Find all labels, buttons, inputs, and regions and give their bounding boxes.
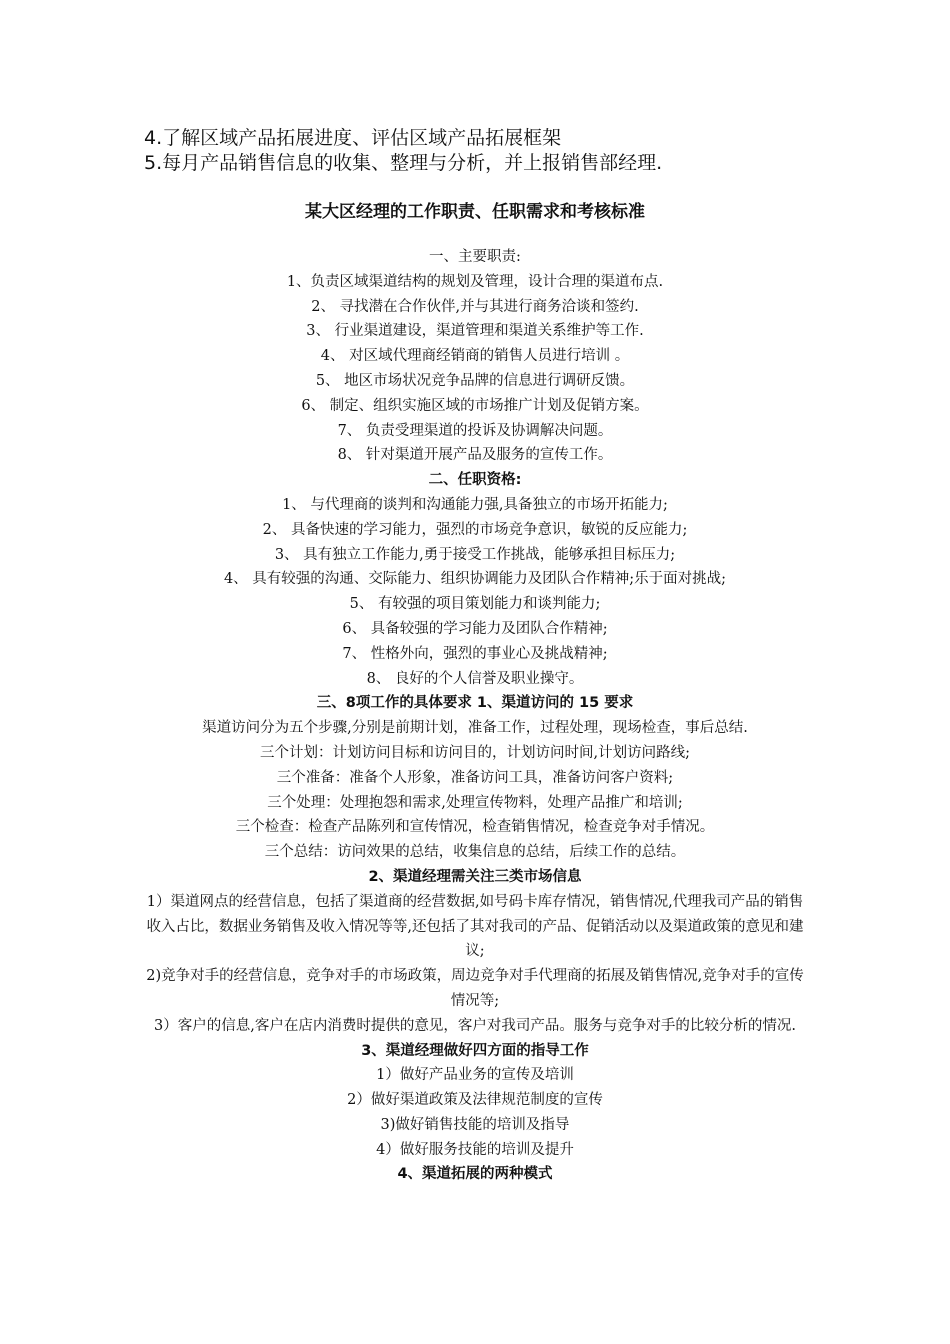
responsibility-item: 3、 行业渠道建设，渠道管理和渠道关系维护等工作. xyxy=(306,323,644,340)
guidance-item: 1）做好产品业务的宣传及培训 xyxy=(376,1067,574,1084)
responsibility-item: 2、 寻找潜在合作伙伴,并与其进行商务洽谈和签约. xyxy=(311,298,639,315)
market-info-paragraph: 3）客户的信息,客户在店内消费时提供的意见，客户对我司产品。服务与竞争对手的比较分析的情况. xyxy=(154,1017,796,1034)
requirement-line: 三个总结：访问效果的总结，收集信息的总结，后续工作的总结。 xyxy=(264,844,686,861)
requirement-line: 三个检查：检查产品陈列和宣传情况，检查销售情况，检查竞争对手情况。 xyxy=(235,819,715,836)
intro-line-4: 4.了解区域产品拓展进度、评估区域产品拓展框架 xyxy=(144,127,562,149)
document-body xyxy=(140,245,810,1187)
market-info-section xyxy=(140,865,810,1039)
responsibility-item: 8、 针对渠道开展产品及服务的宣传工作。 xyxy=(337,447,613,464)
requirement-line: 三个处理：处理抱怨和需求,处理宣传物料，处理产品推广和培训; xyxy=(267,794,683,811)
responsibilities-heading: 一、主要职责: xyxy=(429,249,521,265)
qualification-item: 1、 与代理商的谈判和沟通能力强,具备独立的市场开拓能力; xyxy=(282,496,668,513)
responsibility-item: 1、负责区域渠道结构的规划及管理，设计合理的渠道布点. xyxy=(286,273,664,290)
requirement-line: 三个计划：计划访问目标和访问目的，计划访问时间,计划访问路线; xyxy=(260,744,690,761)
responsibility-item: 6、 制定、组织实施区域的市场推广计划及促销方案。 xyxy=(301,397,649,414)
guidance-item: 3)做好销售技能的培训及指导 xyxy=(380,1116,570,1133)
qualification-item: 8、 良好的个人信誉及职业操守。 xyxy=(366,670,584,687)
responsibility-item: 5、 地区市场状况竞争品牌的信息进行调研反馈。 xyxy=(315,372,635,389)
responsibility-item: 4、 对区域代理商经销商的销售人员进行培训 。 xyxy=(320,348,630,365)
requirements-heading: 三、8项工作的具体要求 1、渠道访问的 15 要求 xyxy=(316,695,634,712)
qualification-item: 3、 具有独立工作能力,勇于接受工作挑战，能够承担目标压力; xyxy=(274,546,676,563)
market-info-paragraph: 2)竞争对手的经营信息，竞争对手的市场政策，周边竞争对手代理商的拓展及销售情况,竞争对手的宣传情况等; xyxy=(146,968,804,1009)
guidance-item: 2）做好渠道政策及法律规范制度的宣传 xyxy=(347,1092,603,1109)
guidance-section xyxy=(140,1039,810,1163)
requirement-line: 渠道访问分为五个步骤,分别是前期计划，准备工作，过程处理，现场检查，事后总结. xyxy=(202,720,748,737)
qualification-item: 7、 性格外向，强烈的事业心及挑战精神; xyxy=(342,645,608,662)
qualification-item: 4、 具有较强的沟通、交际能力、组织协调能力及团队合作精神;乐于面对挑战; xyxy=(223,571,727,588)
responsibilities-section xyxy=(140,245,810,468)
qualifications-section xyxy=(140,468,810,691)
qualifications-heading: 二、任职资格: xyxy=(428,472,522,489)
market-info-paragraph: 1）渠道网点的经营信息，包括了渠道商的经营数据,如号码卡库存情况，销售情况,代理我司产品的销售收入占比，数据业务销售及收入情况等等,还包括了其对我司的产品、促销活动以及渠道政策的意见和建议; xyxy=(146,893,804,960)
market-info-heading: 2、渠道经理需关注三类市场信息 xyxy=(368,868,582,885)
expansion-section xyxy=(140,1162,810,1187)
requirement-line: 三个准备：准备个人形象，准备访问工具，准备访问客户资料; xyxy=(276,769,674,786)
responsibility-item: 7、 负责受理渠道的投诉及协调解决问题。 xyxy=(337,422,613,439)
requirements-section xyxy=(140,691,810,865)
qualification-item: 2、 具备快速的学习能力，强烈的市场竞争意识，敏锐的反应能力; xyxy=(262,521,688,538)
intro-line-5: 5.每月产品销售信息的收集、整理与分析，并上报销售部经理. xyxy=(144,152,663,174)
document-title: 某大区经理的工作职责、任职需求和考核标准 xyxy=(305,202,645,222)
qualification-item: 6、 具备较强的学习能力及团队合作精神; xyxy=(342,620,608,637)
guidance-heading: 3、渠道经理做好四方面的指导工作 xyxy=(361,1042,589,1059)
guidance-item: 4）做好服务技能的培训及提升 xyxy=(376,1141,574,1158)
expansion-heading: 4、渠道拓展的两种模式 xyxy=(397,1166,553,1183)
qualification-item: 5、 有较强的项目策划能力和谈判能力; xyxy=(349,596,601,613)
